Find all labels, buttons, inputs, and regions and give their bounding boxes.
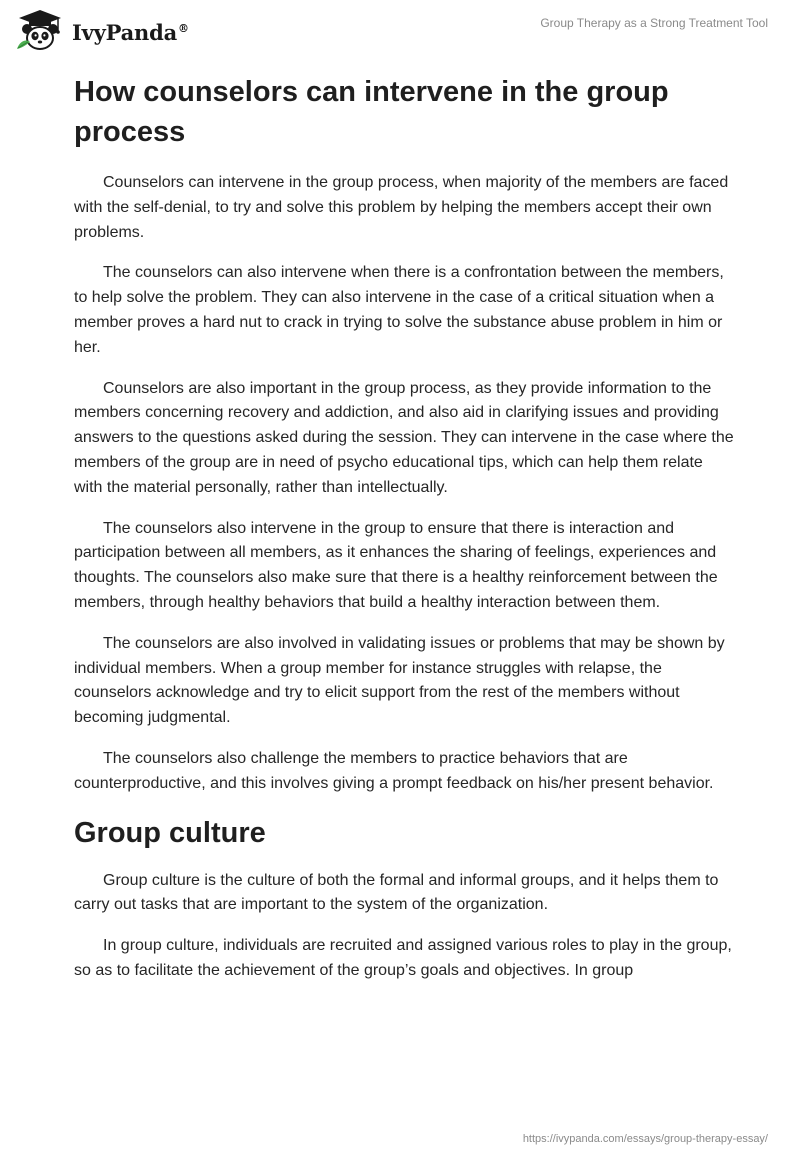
- section-heading-intervene: How counselors can intervene in the group process: [74, 76, 669, 148]
- source-url-link[interactable]: https://ivypanda.com/essays/group-therapy-essay/: [522, 1133, 768, 1145]
- panda-graduate-icon: [14, 9, 66, 53]
- ivypanda-logo[interactable]: [14, 9, 189, 53]
- paragraph: Group culture is the culture of both the formal and informal groups, and it helps them to carry out tasks that are important to the system of the organization.: [74, 871, 719, 914]
- section-heading-group-culture: Group culture: [74, 816, 266, 849]
- brand-name: [72, 20, 189, 45]
- paragraph: In group culture, individuals are recruited and assigned various roles to play in the group, so as to facilitate the achievement of the group’s goals and objectives. In group: [74, 937, 732, 979]
- paragraph: Counselors can intervene in the group process, when majority of the members are faced with the self-denial, to try and solve this problem by helping the members accept their own problems.: [74, 174, 729, 241]
- paragraph: The counselors also challenge the members to practice behaviors that are counterproductive, and this involves giving a prompt feedback on his/her present behavior.: [74, 749, 714, 792]
- paragraph: The counselors are also involved in validating issues or problems that may be shown by individual members. When a group member for instance struggles with relapse, the counselors acknowledge and try to elicit support from the rest of the members without becoming judgmental.: [74, 634, 725, 727]
- registered-mark: ®: [178, 21, 189, 35]
- paragraph: Counselors are also important in the group process, as they provide information to the members concerning recovery and addiction, and also aid in clarifying issues and providing answers to the questions asked during the session. They can intervene in the case where the members of the group are in need of psycho educational tips, which can help them relate with the material personally, rather than intellectually.: [74, 379, 734, 496]
- page-header: [0, 0, 800, 60]
- document-title: Group Therapy as a Strong Treatment Tool: [540, 16, 768, 30]
- paragraph: The counselors can also intervene when there is a confrontation between the members, to help solve the problem. They can also intervene in the case of a critical situation when a member proves a hard nut to crack in trying to solve the substance abuse problem in him or her.: [74, 264, 724, 356]
- brand-text: IvyPanda: [72, 19, 178, 45]
- paragraph: The counselors also intervene in the group to ensure that there is interaction and participation between all members, as it enhances the sharing of feelings, experiences and thoughts. The counselors also make sure that there is a healthy reinforcement between the members, through healthy behaviors that build a healthy interaction between them.: [74, 519, 718, 611]
- article-content: [74, 72, 734, 1000]
